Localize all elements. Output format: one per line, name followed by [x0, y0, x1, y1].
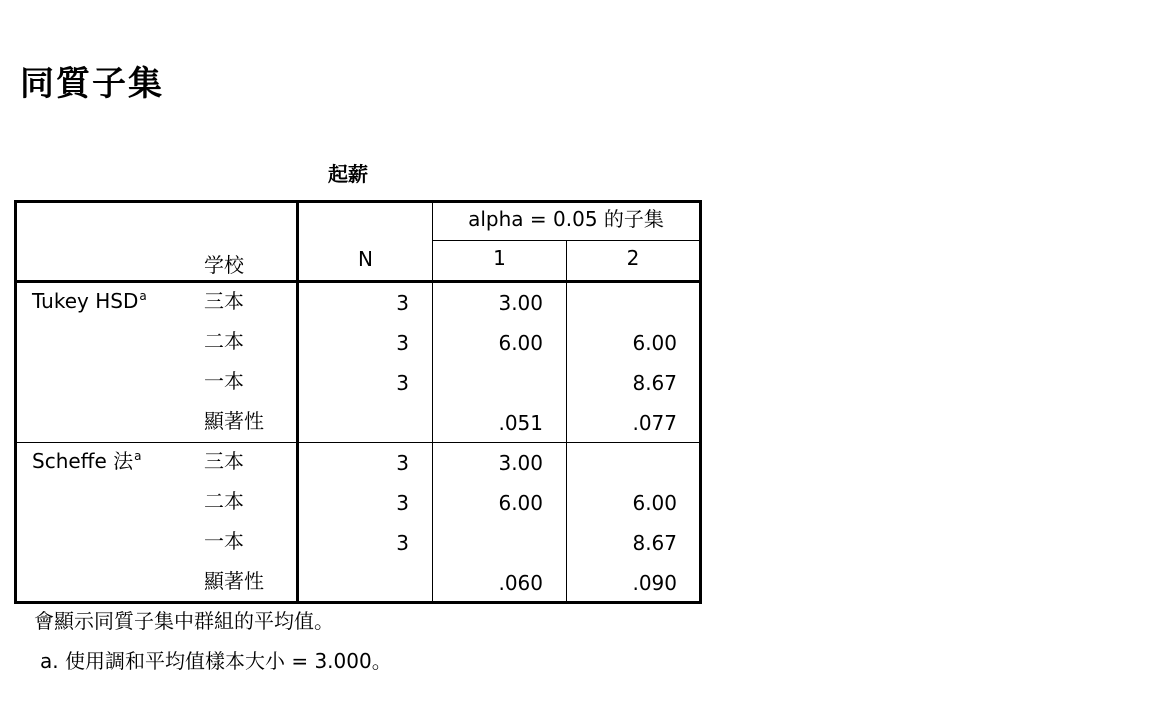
subset-2-value: 8.67: [632, 371, 677, 395]
subset-2-value: 8.67: [632, 531, 677, 555]
n-value: 3: [396, 371, 409, 395]
subset-1-value: 6.00: [498, 491, 543, 515]
significance-subset-1: .051: [498, 411, 543, 435]
row-label: 二本: [204, 489, 244, 513]
subset-1-value: 3.00: [498, 291, 543, 315]
page-heading: 同質子集: [20, 64, 164, 104]
table-footnote-means: 會顯示同質子集中群組的平均值。: [34, 609, 334, 633]
significance-subset-2: .090: [632, 571, 677, 595]
subset-2-value: 6.00: [632, 491, 677, 515]
group-name-scheffe: [32, 449, 141, 476]
table-footnote-a: a. 使用調和平均值樣本大小 = 3.000。: [40, 649, 392, 673]
table-border-bottom: [14, 601, 702, 604]
group-separator-rule: [14, 442, 702, 443]
subset-1-value: 3.00: [498, 451, 543, 475]
table-border-left: [14, 200, 17, 604]
significance-label: 顯著性: [204, 409, 264, 433]
row-label: 三本: [204, 289, 244, 313]
row-label: 一本: [204, 369, 244, 393]
group-name-label: Tukey HSD: [32, 289, 139, 313]
significance-subset-2: .077: [632, 411, 677, 435]
n-column-header: N: [358, 247, 373, 271]
group-name-tukey: [32, 289, 147, 316]
n-value: 3: [396, 291, 409, 315]
row-label: 一本: [204, 529, 244, 553]
subset-2-header: 2: [626, 246, 640, 270]
subset-1-value: 6.00: [498, 331, 543, 355]
header-bottom-rule: [14, 280, 702, 283]
significance-label: 顯著性: [204, 569, 264, 593]
significance-subset-1: .060: [498, 571, 543, 595]
n-value: 3: [396, 531, 409, 555]
footnote-marker: a: [139, 289, 147, 303]
row-label: 二本: [204, 329, 244, 353]
row-label: 三本: [204, 449, 244, 473]
n-value: 3: [396, 451, 409, 475]
table-title: 起薪: [328, 162, 368, 186]
group-name-label: Scheffe 法: [32, 449, 134, 473]
homogeneous-subsets-table: [14, 200, 702, 604]
footnote-marker: a: [134, 449, 142, 463]
group-column-header: 学校: [204, 253, 244, 277]
table-border-right: [699, 200, 702, 604]
subset-2-value: 6.00: [632, 331, 677, 355]
table-border-top: [14, 200, 702, 203]
subset-1-header: 1: [493, 246, 506, 270]
n-value: 3: [396, 491, 409, 515]
subset-column-header: alpha = 0.05 的子集: [468, 207, 664, 231]
n-value: 3: [396, 331, 409, 355]
